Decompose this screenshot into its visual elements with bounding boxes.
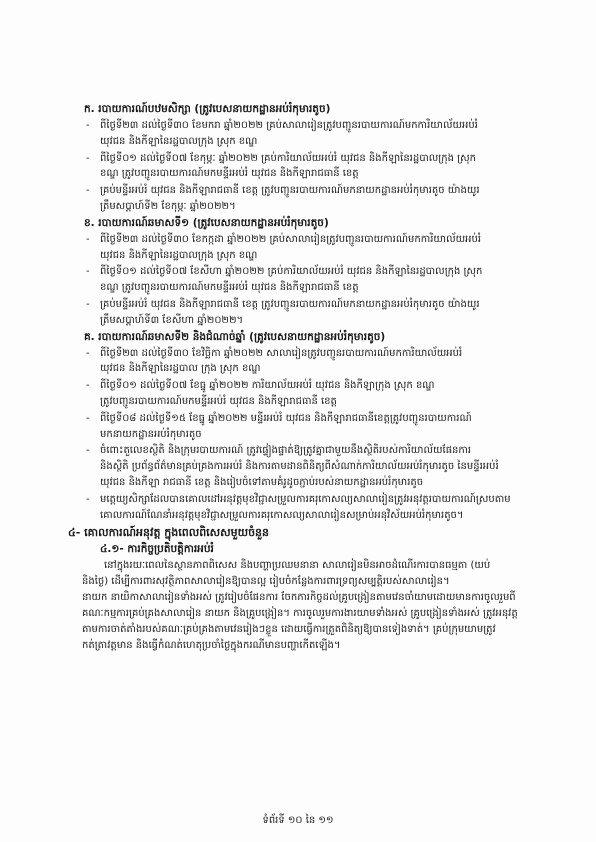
list-item xyxy=(82,411,530,443)
page-number: ទំព័រទី ១០ នៃ ១១ xyxy=(262,815,334,826)
text-line: យុវជន និងកីឡា រាជធានី ខេត្ត និងរៀបចំទៅតាមគំរូដូចភ្ជាប់របស់នាយកដ្ឋានអប់រំកុមារតូច xyxy=(100,476,424,488)
bullet-dash: - xyxy=(86,412,90,424)
section-title: គ. របាយការណ៍ឆមាសទី២ និងជំណាច់ឆ្នាំ (ត្រូវបេសនាយកដ្ឋានអប់រំកុមារតូច) xyxy=(84,330,386,343)
list-item xyxy=(82,443,530,490)
section-title: ក. របាយការណ៍បឋមសិក្សា (ត្រូវបេសនាយកដ្ឋានអប់រំកុមារតូច) xyxy=(84,103,331,115)
bullet-dash: - xyxy=(86,152,90,164)
text-line: តាមការចាត់តាំងរបស់គណៈគ្រប់គ្រងតាមវេនរៀងៗខ្លួន ដោយធ្វើការត្រួតពិនិត្យឱ្យបានទៀងទាត់។ គ្រប់ក្រុមយាមត្រូវ xyxy=(82,624,496,636)
text-line: ត្រឹមសប្តាហ៍ទី៣ ខែសីហា ឆ្នាំ២០២២។ xyxy=(100,314,244,326)
text-line: និងស្ថិតិ ប្រព័ន្ធព័ត៌មានគ្រប់គ្រងការអប់រំ និងការតាមដានពិនិត្យពីសំណាក់ការិយាល័យអប់រំកុមារតូច នៃមន្ទីរអប់រំ xyxy=(100,461,499,473)
list-item xyxy=(82,378,530,410)
text-line: យុវជន និងកីឡានៃរដ្ឋបាល ក្រុង ស្រុក ខណ្ឌ xyxy=(100,363,261,375)
bullet-dash: - xyxy=(86,233,90,245)
text-line: យុវជន និងកីឡានៃរដ្ឋបាលក្រុង ស្រុក ខណ្ឌ xyxy=(100,135,258,147)
report-section-c xyxy=(82,330,530,524)
chapter-title: ៤- គោលការណ៍អនុវត្ត ក្នុងពេលពិសេសមួយចំនួន xyxy=(68,526,270,540)
bullet-dash: - xyxy=(86,380,90,392)
bullet-dash: - xyxy=(86,120,90,131)
section-title: ខ. របាយការណ៍ឆមាសទី១ (ត្រូវបេសនាយកដ្ឋានអប់រំកុមារតូច) xyxy=(84,216,329,229)
bullet-dash: - xyxy=(86,445,90,457)
text-line: គោលការណ៍ណែនាំអនុវត្តមុខវិជ្ជាសម្រួលការគរុកោសល្យសាលារៀនសម្រាប់អនុវិស័យអប់រំកុមារតូច។ xyxy=(100,509,464,521)
text-line: គ្រប់មន្ទីរអប់រំ យុវជន និងកីឡារាជធានី ខេត្ត ត្រូវបញ្ជូនរបាយការណ៍មកនាយកដ្ឋានអប់រំកុមារតូច យ៉ាងយូរ xyxy=(100,298,480,310)
text-line: នាយក នាយិកាសាលារៀនទាំងអស់ ត្រូវរៀបចំផែនការ ចែកភារកិច្ចដល់គ្រូបង្រៀនតាមវេនចាំយាមដោយមានការចូលរួមពី xyxy=(82,592,516,604)
body-paragraph xyxy=(82,558,530,654)
text-line: ខណ្ឌ ត្រូវបញ្ជូនរបាយការណ៍មកមន្ទីរអប់រំ យុវជន និងកីឡារាជធានី ខេត្ត xyxy=(100,282,359,294)
bullet-dash: - xyxy=(86,493,90,505)
text-line: យុវជន និងកីឡានៃរដ្ឋបាលក្រុង ស្រុក ខណ្ឌ xyxy=(100,249,258,261)
text-line: ពីថ្ងៃទី០១ ដល់ថ្ងៃទី០៧ ខែកុម្ភៈ ឆ្នាំ២០២២ គ្រប់ការិយាល័យអប់រំ យុវជន និងកីឡានៃរដ្ឋបាលក្រុង ស្រុក xyxy=(100,152,476,164)
page-content xyxy=(68,102,530,654)
text-line: ត្រឹមសប្តាហ៍ទី២ ខែកុម្ភៈ ឆ្នាំ២០២២។ xyxy=(100,200,236,212)
text-line: មកនាយកដ្ឋានអប់រំកុមារតូច xyxy=(100,428,202,440)
report-section-b xyxy=(82,216,530,329)
list-item xyxy=(82,118,530,150)
text-line: គណៈកម្មការគ្រប់គ្រងសាលារៀន នាយក និងគ្រូបង្រៀន។ ការចូលរួមការងារយាមទាំងអស់ គ្រូបង្រៀនទាំងអស់ ត្រូវអនុវត្ត xyxy=(82,608,518,620)
list-item xyxy=(82,264,530,296)
text-line: ត្រូវបញ្ជូនរបាយការណ៍មកមន្ទីរអប់រំ យុវជន និងកីឡារាជធានី ខេត្ត xyxy=(100,395,337,407)
list-item xyxy=(82,183,530,215)
list-item xyxy=(82,151,530,183)
text-line: ខណ្ឌ ត្រូវបញ្ជូនរបាយការណ៍មកមន្ទីរអប់រំ យុវជន និងកីឡារាជធានី ខេត្ត xyxy=(100,168,359,180)
text-line: ពីថ្ងៃទី០៨ ដល់ថ្ងៃទី១៥ ខែធ្នូ ឆ្នាំ២០២២ មន្ទីរអប់រំ យុវជន និងកីឡារាជធានីខេត្តត្រូវបញ្ជូនរបាយការណ៍ xyxy=(100,412,472,424)
list-item xyxy=(82,492,530,524)
text-line: ពីថ្ងៃទី០១ ដល់ថ្ងៃទី០៧ ខែសីហា ឆ្នាំ២០២២ គ្រប់ការិយាល័យអប់រំ យុវជន និងកីឡានៃរដ្ឋបាលក្រុង ស្រុក xyxy=(100,266,483,278)
text-line: នៅក្នុងរយៈពេលនៃស្ថានភាពពិសេស និងបញ្ហាប្រឈមនានា សាលារៀនមិនអាចដំណើរការបានធម្មតា (យប់ xyxy=(104,560,491,572)
text-line: ពីថ្ងៃទី២៣ ដល់ថ្ងៃទី៣០ ខែវិច្ឆិកា ឆ្នាំ២០២២ សាលារៀនត្រូវបញ្ជូនរបាយការណ៍មកការិយាល័យអប់រំ xyxy=(100,347,463,359)
text-line: ពីថ្ងៃទី២៣ ដល់ថ្ងៃទី៣០ ខែមករា ឆ្នាំ២០២២ គ្រប់សាលារៀនត្រូវបញ្ជូនរបាយការណ៍មកការិយាល័យអប់រំ xyxy=(100,120,478,131)
bullet-dash: - xyxy=(86,185,90,197)
bullet-dash: - xyxy=(86,266,90,278)
list-item xyxy=(82,297,530,329)
bullet-dash: - xyxy=(86,298,90,310)
text-line: ពីថ្ងៃទី០១ ដល់ថ្ងៃទី០៧ ខែធ្នូ ឆ្នាំ២០២២ ការិយាល័យអប់រំ យុវជន និងកីឡាក្រុង ស្រុក ខណ្ឌ xyxy=(100,380,435,392)
bullet-dash: - xyxy=(86,347,90,359)
subchapter-title: ៤.១- ការកិច្ចប្រតិបត្តិការអប់រំ xyxy=(100,543,214,556)
text-line: កត់ត្រាវត្តមាន និងធ្វើកំណត់ហេតុប្រចាំថ្ងៃក្នុងករណីមានបញ្ហាកើតឡើង។ xyxy=(82,640,341,652)
text-line: មត្តេយ្យសិក្សាដែលបានគោលដៅអនុវត្តមុខវិជ្ជាសម្រួលការគរុកោសល្យសាលារៀនត្រូវអនុវត្តរបាយការណ៍ស្របតាម xyxy=(100,493,511,505)
text-line: និងថ្ងៃ) ដើម្បីការពារសុវត្ថិភាពសាលារៀនឱ្យបានល្អ រៀបចំកន្លែងការពារទ្រព្យសម្បត្តិរបស់សាលារៀន។ xyxy=(82,576,450,588)
text-line: ចំពោះតួលេខស្ថិតិ និងក្រុមរបាយការណ៍ ត្រូវផ្ទៀងផ្ទាត់ឱ្យត្រូវគ្នាជាមួយនឹងស្ថិតិរបស់ការិយាល័យផែនការ xyxy=(100,445,472,457)
report-section-a xyxy=(82,102,530,215)
text-line: គ្រប់មន្ទីរអប់រំ យុវជន និងកីឡារាជធានី ខេត្ត ត្រូវបញ្ជូនរបាយការណ៍មកនាយកដ្ឋានអប់រំកុមារតូច យ៉ាងយូរ xyxy=(100,185,480,197)
list-item xyxy=(82,232,530,264)
text-line: ពីថ្ងៃទី២៣ ដល់ថ្ងៃទី៣០ ខែកក្កដា ឆ្នាំ២០២២ គ្រប់សាលារៀនត្រូវបញ្ជូនរបាយការណ៍មកការិយាល័យអប់រំ xyxy=(100,233,482,245)
list-item xyxy=(82,346,530,378)
